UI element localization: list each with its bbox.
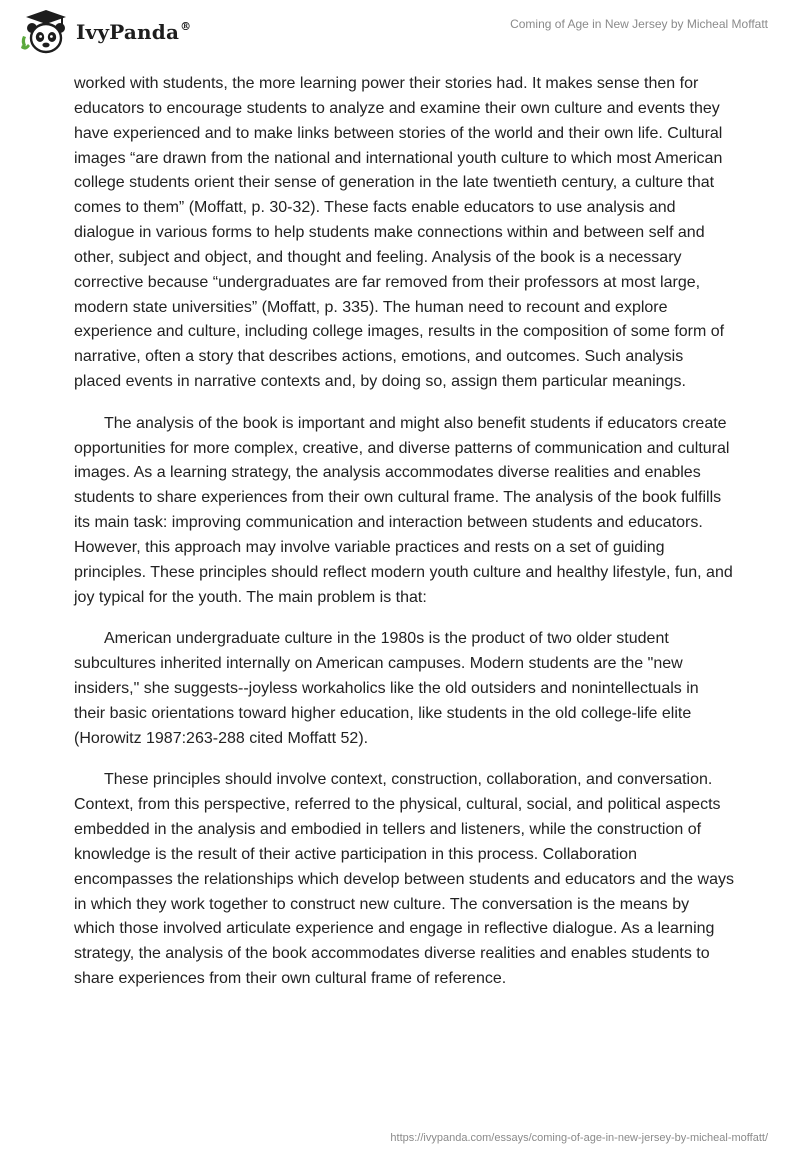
brand-name	[76, 20, 191, 44]
paragraph: The analysis of the book is important and might also benefit students if educators create opportunities for more complex, creative, and diverse patterns of communication and cultural images. As a learning strategy, the analysis accommodates diverse realities and enables students to share experiences from their own cultural frame. The analysis of the book fulfills its main task: improving communication and interaction between students and educators. However, this approach may involve variable practices and rests on a set of guiding principles. These principles should reflect modern youth culture and healthy lifestyle, fun, and joy typical for the youth. The main problem is that:	[74, 414, 733, 606]
block-quote: American undergraduate culture in the 1980s is the product of two older student subcultures inherited internally on American campuses. Modern students are the "new insiders," she suggests--joyless workaholics like the old outsiders and nonintellectuals in their basic orientations toward higher education, like students in the old college-life elite (Horowitz 1987:263-288 cited Moffatt 52).	[74, 630, 699, 747]
document-title: Coming of Age in New Jersey by Micheal Moffatt	[510, 17, 768, 31]
essay-body	[74, 72, 734, 1009]
brand-name-text: IvyPanda	[76, 20, 180, 44]
source-url-link[interactable]: https://ivypanda.com/essays/coming-of-age-in-new-jersey-by-micheal-moffatt/	[390, 1132, 768, 1144]
paragraph: worked with students, the more learning power their stories had. It makes sense then for educators to encourage students to analyze and examine their own culture and events they have experienced and to make links between stories of the world and their own life. Cultural images “are drawn from the national and international youth culture to which most American college students orient their sense of generation in the late twentieth century, a culture that comes to them” (Moffatt, p. 30-32). These facts enable educators to use analysis and dialogue in various forms to help students make connections within and between self and other, subject and object, and thought and feeling. Analysis of the book is a necessary corrective because “undergraduates are far removed from their professors at most large, modern state universities” (Moffatt, p. 335). The human need to recount and explore experience and culture, including college images, results in the composition of some form of narrative, often a story that describes actions, emotions, and outcomes. Such analysis placed events in narrative contexts and, by doing so, assign them particular meanings.	[74, 75, 725, 391]
panda-graduate-icon	[16, 8, 72, 56]
ivypanda-logo[interactable]	[16, 8, 246, 56]
registered-mark: ®	[180, 20, 192, 33]
page-header	[0, 0, 800, 70]
paragraph: These principles should involve context, construction, collaboration, and conversation. Context, from this perspective, referred to the physical, cultural, social, and political aspects embedded in the analysis and embodied in tellers and listeners, while the construction of knowledge is the result of their active participation in this process. Collaboration encompasses the relationships which develop between students and educators and the ways in which they work together to construct new culture. The conversation is the means by which those involved articulate experience and engage in reflective dialogue. As a learning strategy, the analysis of the book accommodates diverse realities and enables students to share experiences from their own cultural frame of reference.	[74, 771, 734, 988]
